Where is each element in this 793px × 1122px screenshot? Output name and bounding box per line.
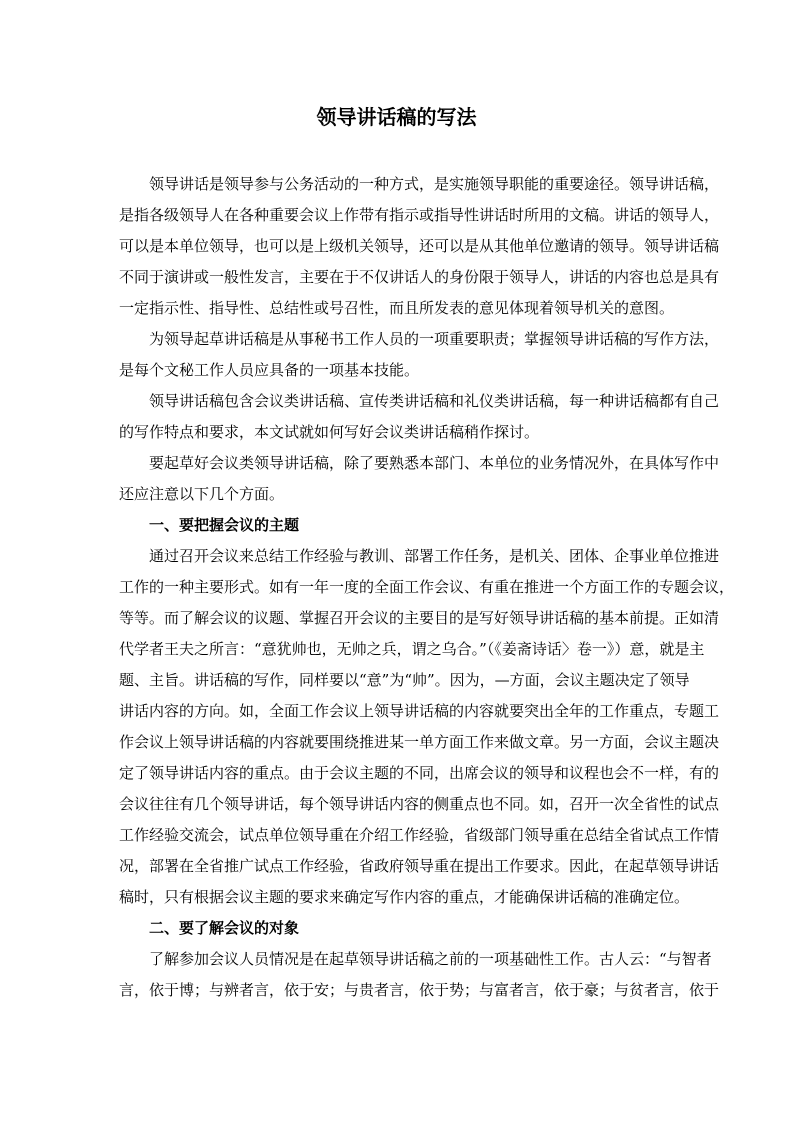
- paragraph-line: 定了领导讲话内容的重点。由于会议主题的不同，出席会议的领导和议程也会不一样，有的: [119, 764, 720, 782]
- paragraph-line: 工作的一种主要形式。如有一年一度的全面工作会议、有重在推进一个方面工作的专题会议，: [119, 578, 735, 596]
- paragraph-line: 领导讲话稿包含会议类讲话稿、宣传类讲话稿和礼仪类讲话稿，每一种讲话稿都有自己: [149, 392, 720, 410]
- paragraph: [119, 541, 735, 913]
- paragraph-line: 了解参加会议人员情况是在起草领导讲话稿之前的一项基础性工作。古人云：“与智者: [149, 950, 712, 968]
- paragraph-line: 是每个文秘工作人员应具备的一项基本技能。: [119, 361, 420, 379]
- section-heading: 一、要把握会议的主题: [149, 516, 300, 534]
- paragraph-line: 会议往往有几个领导讲话，每个领导讲话内容的侧重点也不同。如，召开一次全省性的试点: [119, 795, 720, 813]
- section-heading: 二、要了解会议的对象: [149, 919, 300, 937]
- paragraph-line: 稿时，只有根据会议主题的要求来确定写作内容的重点，才能确保讲话稿的准确定位。: [119, 888, 690, 906]
- paragraph-line: 一定指示性、指导性、总结性或号召性，而且所发表的意见体现着领导机关的意图。: [119, 299, 675, 317]
- paragraph: [119, 448, 720, 510]
- paragraph-line: 可以是本单位领导，也可以是上级机关领导，还可以是从其他单位邀请的领导。领导讲话稿: [119, 237, 720, 255]
- document-title: 领导讲话稿的写法: [316, 105, 477, 129]
- paragraph-line: 作会议上领导讲话稿的内容就要围绕推进某一单方面工作来做文章。另一方面，会议主题决: [119, 733, 720, 751]
- paragraph-line: 领导讲话是领导参与公务活动的一种方式，是实施领导职能的重要途径。领导讲话稿，: [149, 175, 720, 193]
- paragraph: [119, 169, 720, 324]
- paragraph: [119, 386, 720, 448]
- paragraph-line: 况，部署在全省推广试点工作经验，省政府领导重在提出工作要求。因此，在起草领导讲话: [119, 857, 720, 875]
- paragraph-line: 讲话内容的方向。如，全面工作会议上领导讲话稿的内容就要突出全年的工作重点，专题工: [119, 702, 720, 720]
- paragraph-line: 还应注意以下几个方面。: [119, 485, 285, 503]
- paragraph-line: 的写作特点和要求，本文试就如何写好会议类讲话稿稍作探讨。: [119, 423, 540, 441]
- paragraph-line: 题、主旨。讲话稿的写作，同样要以“意”为“帅”。因为，—方面，会议主题决定了领导: [119, 671, 690, 689]
- paragraph: [119, 944, 720, 1006]
- paragraph: [119, 324, 720, 386]
- paragraph-line: 要起草好会议类领导讲话稿，除了要熟悉本部门、本单位的业务情况外，在具体写作中: [149, 454, 720, 472]
- paragraph-line: 工作经验交流会，试点单位领导重在介绍工作经验，省级部门领导重在总结全省试点工作情: [119, 826, 720, 844]
- paragraph-line: 通过召开会议来总结工作经验与教训、部署工作任务，是机关、团体、企事业单位推进: [149, 547, 720, 565]
- paragraph-line: 代学者王夫之所言：“意犹帅也，无帅之兵，谓之乌合。”（《姜斋诗话〉卷一》）意，就是主: [119, 640, 705, 658]
- paragraph-line: 不同于演讲或一般性发言，主要在于不仅讲话人的身份限于领导人，讲话的内容也总是具有: [119, 268, 720, 286]
- paragraph-line: 是指各级领导人在各种重要会议上作带有指示或指导性讲话时所用的文稿。讲话的领导人，: [119, 206, 720, 224]
- paragraph-line: 等等。而了解会议的议题、掌握召开会议的主要目的是写好领导讲话稿的基本前提。正如清: [119, 609, 720, 627]
- paragraph-line: 言，依于博；与辨者言，依于安；与贵者言，依于势；与富者言，依于豪；与贫者言，依于: [119, 981, 720, 999]
- document-body: [119, 169, 735, 1006]
- paragraph-line: 为领导起草讲话稿是从事秘书工作人员的一项重要职责；掌握领导讲话稿的写作方法，: [149, 330, 720, 348]
